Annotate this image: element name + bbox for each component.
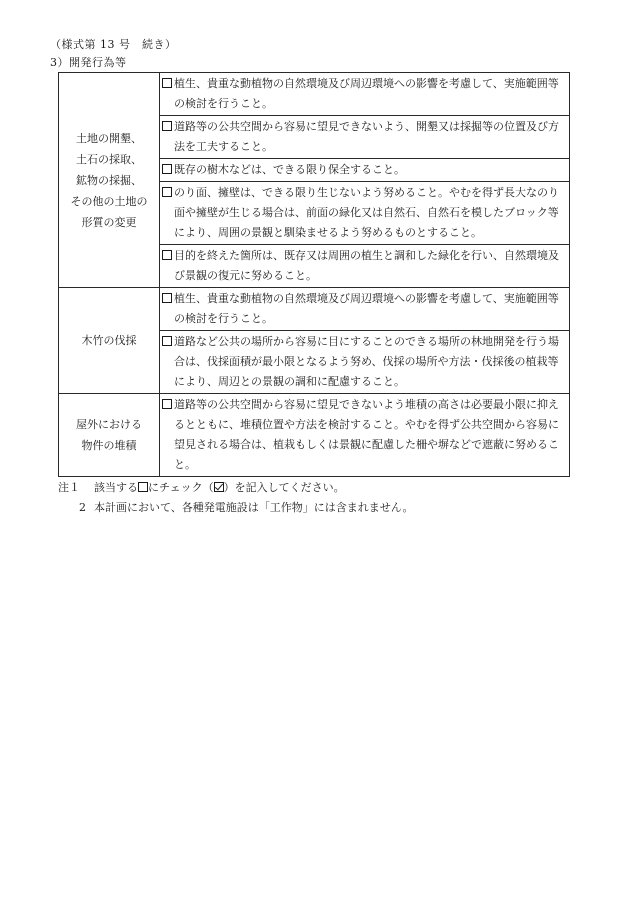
item-text: 目的を終えた箇所は、既存又は周囲の植生と調和した緑化を行い、自然環境及び景観の復元に努めること。: [174, 249, 559, 282]
checkbox[interactable]: [162, 246, 173, 286]
list-item: [160, 159, 570, 182]
category-cell: [59, 73, 160, 288]
category-label: 鉱物の採掘、: [76, 173, 142, 187]
checkbox[interactable]: [162, 289, 173, 329]
category-label: 木竹の伐採: [81, 334, 137, 347]
category-label: 土地の開墾、: [76, 131, 142, 145]
note-1-text: [94, 478, 345, 498]
checkbox[interactable]: [162, 74, 173, 114]
checked-box-icon: [214, 482, 224, 492]
development-activities-table: [58, 72, 570, 477]
table-row: [59, 73, 570, 116]
list-item: [160, 182, 570, 245]
list-item: [160, 73, 570, 116]
table-row: [59, 288, 570, 331]
list-item: [160, 331, 570, 394]
section-title: 3）開発行為等: [50, 56, 127, 69]
item-text: 植生、貴重な動植物の自然環境及び周辺環境への影響を考慮して、実施範囲等の検討を行うこと。: [174, 292, 559, 325]
note-2: [58, 498, 413, 518]
note-1-text-before: 該当する: [94, 481, 138, 494]
table-row: [59, 394, 570, 477]
item-text: 既存の樹木などは、できる限り保全すること。: [174, 163, 405, 176]
empty-checkbox-icon: [138, 482, 148, 492]
item-text: のり面、擁壁は、できる限り生じないよう努めること。やむを得ず長大なのり面や擁壁が生じる場合は、前面の緑化又は自然石、自然石を模したブロック等により、周囲の景観と馴染ませるよう努めるものとすること。: [174, 186, 559, 239]
category-label: 屋外における: [76, 418, 142, 431]
item-text: 道路など公共の場所から容易に目にすることのできる場所の林地開発を行う場合は、伐採面積が最小限となるよう努め、伐採の場所や方法・伐採後の植栽等により、周辺との景観の調和に配慮すること。: [174, 335, 559, 388]
list-item: [160, 245, 570, 288]
category-cell: [59, 288, 160, 394]
checkbox[interactable]: [162, 117, 173, 157]
list-item: [160, 288, 570, 331]
category-label: その他の土地の: [70, 194, 148, 208]
form-reference: （様式第 13 号 続き）: [50, 38, 177, 51]
checkbox[interactable]: [162, 395, 173, 475]
notes: [58, 478, 413, 518]
checkbox[interactable]: [162, 332, 173, 392]
list-item: [160, 394, 570, 477]
category-cell: [59, 394, 160, 477]
note-1-text-after: ）を記入してください。: [223, 481, 345, 494]
category-label: 土石の採取、: [76, 152, 142, 166]
list-item: [160, 116, 570, 159]
note-2-text: 本計画において、各種発電施設は「工作物」には含まれません。: [94, 501, 414, 514]
note-1: [58, 478, 413, 498]
item-text: 道路等の公共空間から容易に望見できないよう堆積の高さは必要最小限に抑えるとともに、堆積位置や方法を検討すること。やむを得ず公共空間から容易に望見される場合は、植栽もしくは景観に配慮した柵や塀などで遮蔽に努めること。: [174, 398, 559, 471]
note-1-text-middle: にチェック（: [148, 481, 214, 494]
item-text: 道路等の公共空間から容易に望見できないよう、開墾又は採掘等の位置及び方法を工夫すること。: [174, 120, 559, 153]
checkbox[interactable]: [162, 160, 173, 180]
checkbox[interactable]: [162, 183, 173, 243]
category-label: 物件の堆積: [81, 439, 137, 452]
note-label: 注１: [58, 481, 80, 494]
category-label: 形質の変更: [81, 215, 137, 229]
note-number: 2: [79, 501, 86, 514]
item-text: 植生、貴重な動植物の自然環境及び周辺環境への影響を考慮して、実施範囲等の検討を行うこと。: [174, 77, 559, 110]
